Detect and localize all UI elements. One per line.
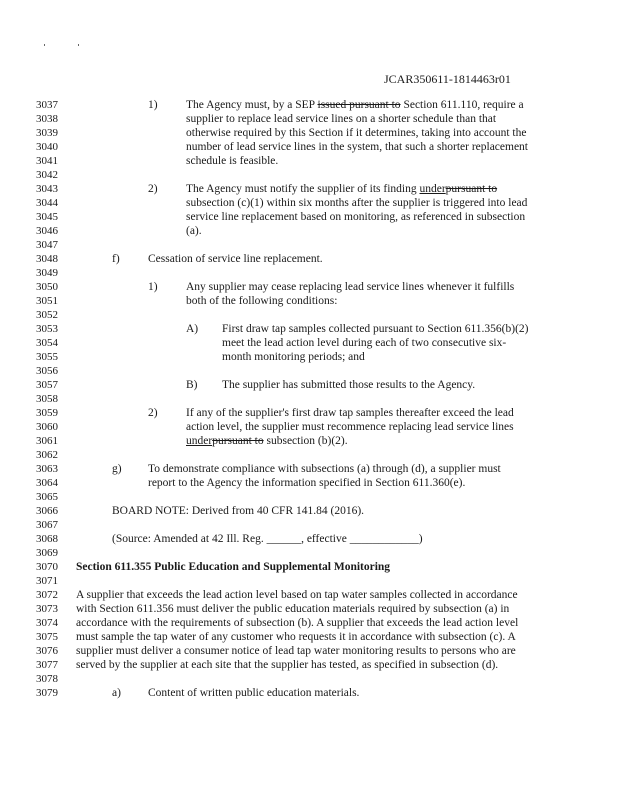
line-number: 3071 <box>36 575 58 587</box>
subsection-letter: g) <box>112 463 122 475</box>
item-letter: A) <box>186 323 199 335</box>
text-line: schedule is feasible. <box>186 155 279 167</box>
line-number: 3042 <box>36 169 58 181</box>
scan-mark <box>44 44 45 46</box>
document-id: JCAR350611-1814463r01 <box>384 72 511 86</box>
line-number: 3048 <box>36 253 58 265</box>
line-number: 3058 <box>36 393 58 405</box>
item-number: 1) <box>148 281 158 293</box>
line-number: 3044 <box>36 197 58 209</box>
line-number: 3038 <box>36 113 58 125</box>
line-number: 3069 <box>36 547 58 559</box>
line-number: 3066 <box>36 505 58 517</box>
text-line <box>186 434 348 448</box>
line-number: 3059 <box>36 407 58 419</box>
line-number: 3078 <box>36 673 58 685</box>
text-fragment: subsection (b)(2). <box>263 435 348 447</box>
paragraph-line: with Section 611.356 must deliver the public education materials required by subsection (a) in <box>76 603 510 615</box>
line-number: 3054 <box>36 337 58 349</box>
text-line: number of lead service lines in the system, that such a shorter replacement <box>186 141 529 153</box>
paragraph-line: supplier must deliver a consumer notice of lead tap water monitoring results to persons who are <box>76 645 516 657</box>
section-title: Section 611.355 Public Education and Supplemental Monitoring <box>76 561 391 573</box>
line-number: 3040 <box>36 141 58 153</box>
line-number: 3063 <box>36 463 58 475</box>
text-line: action level, the supplier must recommence replacing lead service lines <box>186 421 514 433</box>
subsection-letter: f) <box>112 253 120 265</box>
line-number: 3051 <box>36 295 58 307</box>
inserted-text: under <box>419 183 446 195</box>
line-number: 3064 <box>36 477 58 489</box>
text-line: First draw tap samples collected pursuant to Section 611.356(b)(2) <box>222 323 529 335</box>
line-number: 3053 <box>36 323 58 335</box>
source-note: (Source: Amended at 42 Ill. Reg. ______, effective ____________) <box>112 533 423 545</box>
line-number: 3049 <box>36 267 58 279</box>
item-number: 1) <box>148 99 158 111</box>
struck-text: pursuant to <box>212 435 264 447</box>
text-fragment: Section 611.110, require a <box>400 99 524 111</box>
line-number: 3039 <box>36 127 58 139</box>
text-line: The supplier has submitted those results to the Agency. <box>222 379 476 391</box>
line-number: 3067 <box>36 519 58 531</box>
line-number: 3062 <box>36 449 58 461</box>
inserted-text: under <box>186 435 213 447</box>
line-number: 3070 <box>36 561 58 573</box>
line-number: 3076 <box>36 645 58 657</box>
line-number: 3057 <box>36 379 58 391</box>
text-line: supplier to replace lead service lines on a shorter schedule than that <box>186 113 497 125</box>
text-line: month monitoring periods; and <box>222 351 365 363</box>
text-fragment: The Agency must notify the supplier of its finding <box>186 183 420 195</box>
board-note: BOARD NOTE: Derived from 40 CFR 141.84 (2016). <box>112 505 365 517</box>
line-number: 3045 <box>36 211 58 223</box>
paragraph-line: accordance with the requirements of subsection (b). A supplier that exceeds the lead action level <box>76 617 519 629</box>
item-number: 2) <box>148 407 158 419</box>
line-number: 3043 <box>36 183 58 195</box>
item-letter: B) <box>186 379 198 391</box>
subsection-heading: Content of written public education materials. <box>148 687 360 699</box>
line-number: 3037 <box>36 99 58 111</box>
text-fragment: The Agency must, by a SEP <box>186 99 318 111</box>
text-line: report to the Agency the information specified in Section 611.360(e). <box>148 477 466 489</box>
line-number: 3055 <box>36 351 58 363</box>
text-line: otherwise required by this Section if it determines, taking into account the <box>186 127 527 139</box>
text-line: If any of the supplier's first draw tap samples thereafter exceed the lead <box>186 407 514 419</box>
line-number: 3061 <box>36 435 58 447</box>
paragraph-line: A supplier that exceeds the lead action level based on tap water samples collected in accordance <box>76 589 518 601</box>
text-line: service line replacement based on monitoring, as referenced in subsection <box>186 211 526 223</box>
text-line: both of the following conditions: <box>186 295 338 307</box>
line-number: 3065 <box>36 491 58 503</box>
text-line <box>186 182 497 196</box>
scan-mark <box>78 44 79 46</box>
text-line: meet the lead action level during each of two consecutive six- <box>222 337 507 349</box>
line-number: 3056 <box>36 365 58 377</box>
line-number: 3075 <box>36 631 58 643</box>
line-number: 3068 <box>36 533 58 545</box>
line-number: 3052 <box>36 309 58 321</box>
line-number: 3046 <box>36 225 58 237</box>
subsection-heading: Cessation of service line replacement. <box>148 253 323 265</box>
line-number: 3041 <box>36 155 58 167</box>
text-line: Any supplier may cease replacing lead service lines whenever it fulfills <box>186 281 515 293</box>
subsection-letter: a) <box>112 687 121 699</box>
text-line: subsection (c)(1) within six months after the supplier is triggered into lead <box>186 197 528 209</box>
line-number: 3079 <box>36 687 58 699</box>
text-line <box>186 98 524 112</box>
text-line: (a). <box>186 225 202 237</box>
line-number: 3077 <box>36 659 58 671</box>
line-number: 3074 <box>36 617 58 629</box>
line-number: 3072 <box>36 589 58 601</box>
struck-text: issued pursuant to <box>317 99 401 111</box>
line-number: 3060 <box>36 421 58 433</box>
line-number: 3050 <box>36 281 58 293</box>
line-number: 3073 <box>36 603 58 615</box>
paragraph-line: must sample the tap water of any customer who requests it in accordance with subsection (c). A <box>76 631 516 643</box>
paragraph-line: served by the supplier at each site that the supplier has tested, as specified in subsection (d). <box>76 659 499 671</box>
text-line: To demonstrate compliance with subsections (a) through (d), a supplier must <box>148 463 501 475</box>
struck-text: pursuant to <box>445 183 498 195</box>
line-number: 3047 <box>36 239 58 251</box>
item-number: 2) <box>148 183 158 195</box>
